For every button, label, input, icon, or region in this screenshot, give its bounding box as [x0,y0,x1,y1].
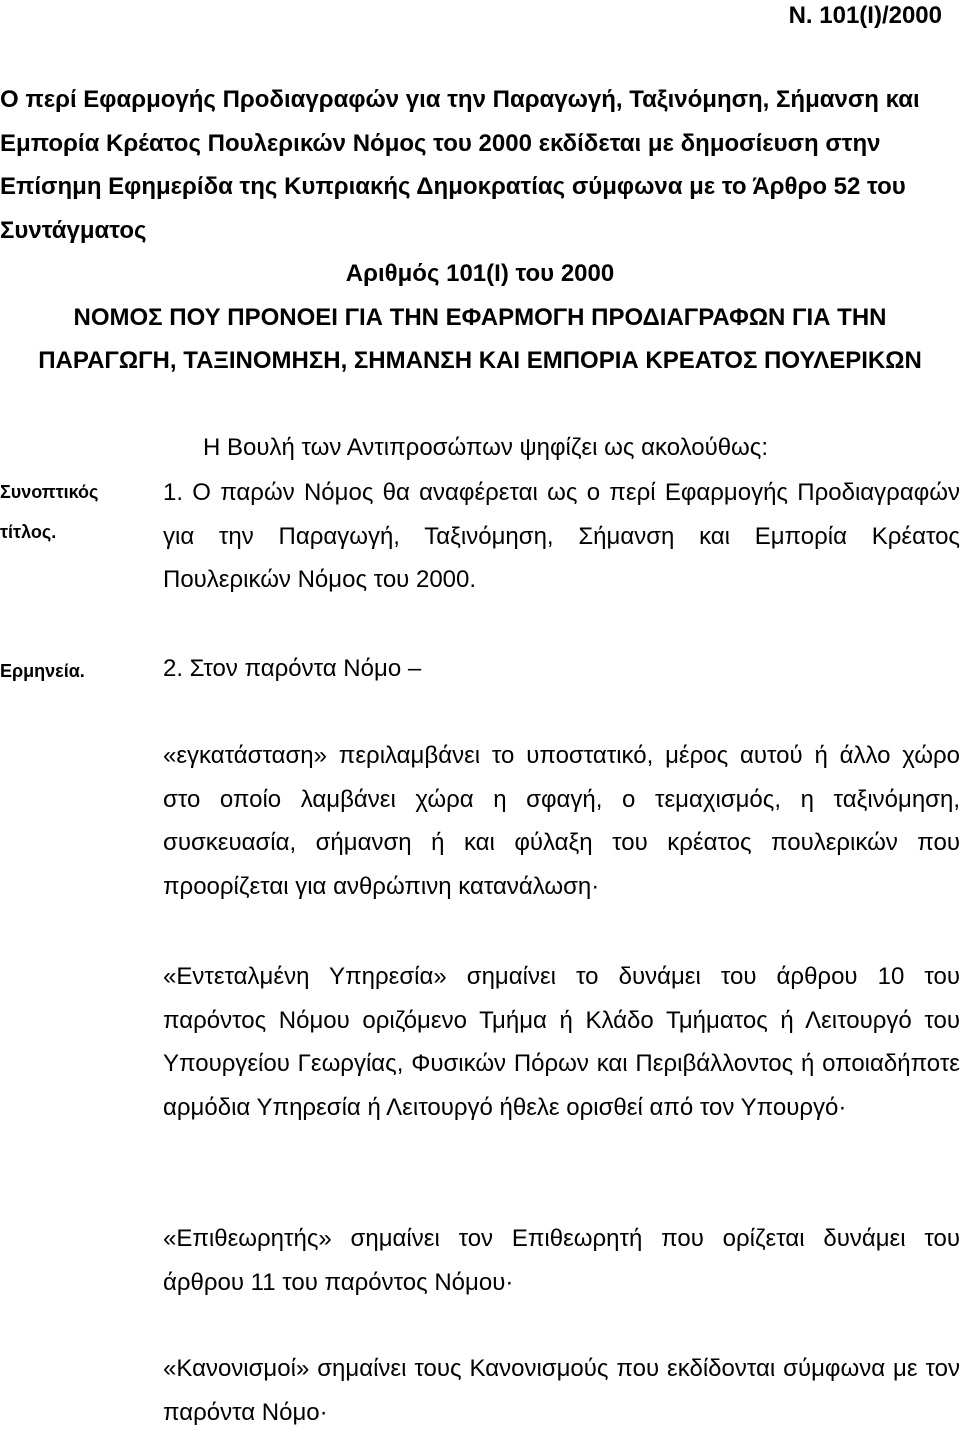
margin-label-short-title-1: Συνοπτικός [0,482,99,502]
enacting-formula: Η Βουλή των Αντιπροσώπων ψηφίζει ως ακολούθως: [203,434,769,461]
definition-installation: «εγκατάσταση» περιλαμβάνει το υποστατικό, μέρος αυτού ή άλλο χώρο στο οποίο λαμβάνει χώρα η σφαγή, ο τεμαχισμός, η ταξινόμηση, συσκευασία, σήμανση ή και φύλαξη του κρέατος πουλερικών που προορίζεται για ανθρώπινη κατανάλωση· [163,742,960,900]
margin-label-interpretation: Ερμηνεία. [0,661,85,681]
definition-inspector: «Επιθεωρητής» σημαίνει τον Επιθεωρητή που ορίζεται δυνάμει του άρθρου 11 του παρόντος Νόμου· [163,1225,960,1296]
law-title-line-2: ΠΑΡΑΓΩΓΗ, ΤΑΞΙΝΟΜΗΣΗ, ΣΗΜΑΝΣΗ ΚΑΙ ΕΜΠΟΡΙΑ ΚΡΕΑΤΟΣ ΠΟΥΛΕΡΙΚΩΝ [38,347,922,374]
law-title-line-1: ΝΟΜΟΣ ΠΟΥ ΠΡΟΝΟΕΙ ΓΙΑ ΤΗΝ ΕΦΑΡΜΟΓΗ ΠΡΟΔΙΑΓΡΑΦΩΝ ΓΙΑ ΤΗΝ [73,304,887,331]
definition-designated-service: «Εντεταλμένη Υπηρεσία» σημαίνει το δυνάμει του άρθρου 10 του παρόντος Νόμου οριζόμενο Τμήμα ή Κλάδο Τμήματος ή Λειτουργό του Υπουργείου Γεωργίας, Φυσικών Πόρων και Περιβάλλοντος ή οποιαδήποτε αρμόδια Υπηρεσία ή Λειτουργό ήθελε ορισθεί από τον Υπουργό· [163,963,960,1121]
intro-paragraph: Ο περί Εφαρμογής Προδιαγραφών για την Παραγωγή, Ταξινόμηση, Σήμανση και Εμπορία Κρέατος Πουλερικών Νόμος του 2000 εκδίδεται με δημοσίευση στην Επίσημη Εφημερίδα της Κυπριακής Δημοκρατίας σύμφωνα με το Άρθρο 52 του Συντάγματος [0,86,920,244]
section-1-text: 1. Ο παρών Νόμος θα αναφέρεται ως ο περί Εφαρμογής Προδιαγραφών για την Παραγωγή, Ταξινόμηση, Σήμανση και Εμπορία Κρέατος Πουλερικών Νόμος του 2000. [163,479,960,593]
margin-label-short-title-2: τίτλος. [0,522,57,542]
definition-regulations: «Κανονισμοί» σημαίνει τους Κανονισμούς που εκδίδονται σύμφωνα με τον παρόντα Νόμο· [163,1355,960,1426]
law-number: Ν. 101(Ι)/2000 [788,2,942,29]
law-number-line: Αριθμός 101(Ι) του 2000 [345,260,615,287]
section-2-lead: 2. Στον παρόντα Νόμο – [163,655,422,682]
